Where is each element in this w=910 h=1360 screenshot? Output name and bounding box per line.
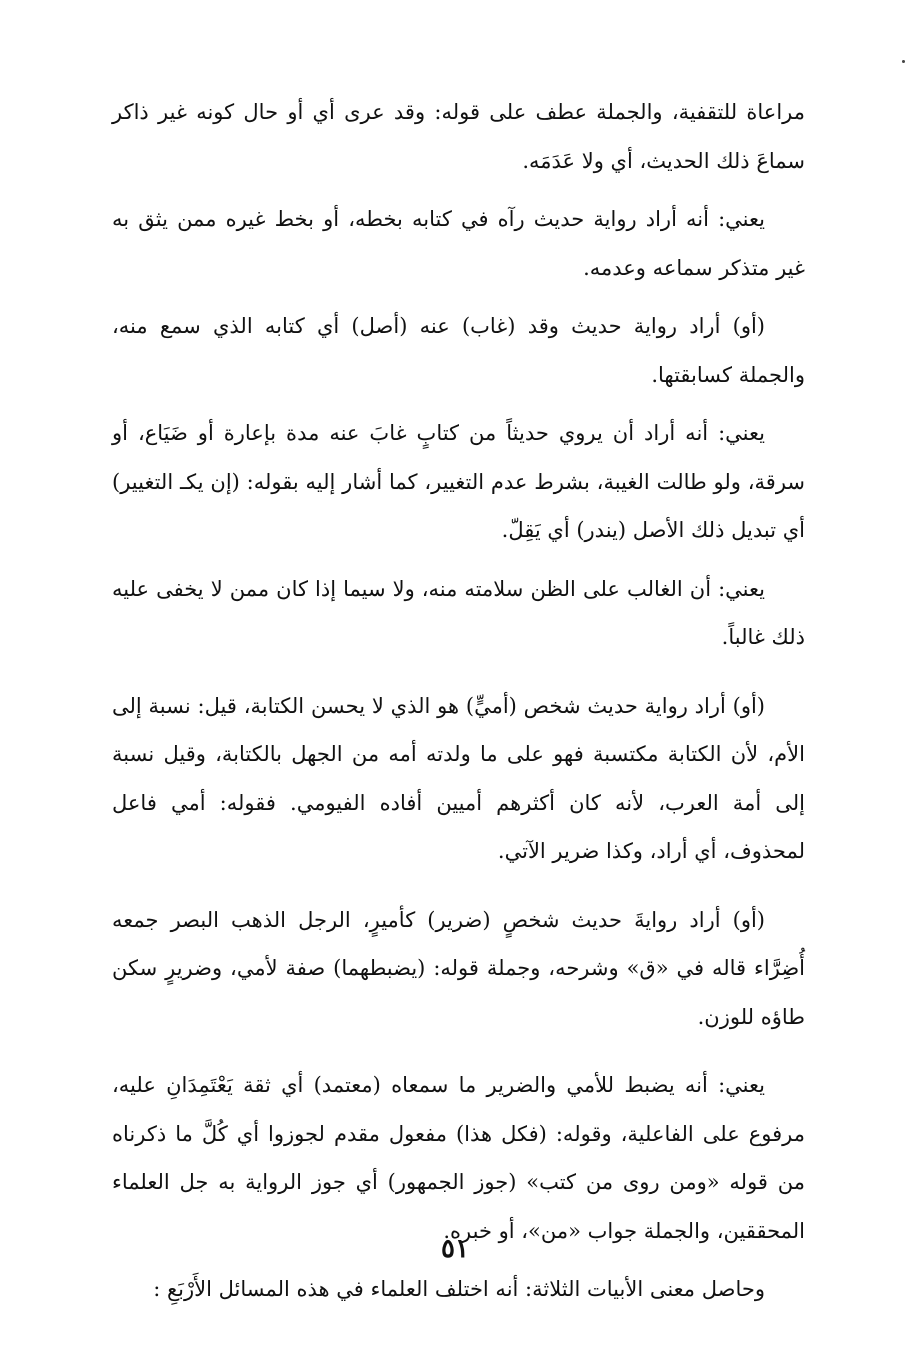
- paragraph-6: (أو) أراد رواية حديث شخص (أميٍّ) هو الذي لا يحسن الكتابة، قيل: نسبة إلى الأم، لأن الكتابة مكتسبة فهو على ما ولدته أمه من الجهل بالكتابة، وقيل نسبة إلى أمة العرب، لأنه كان أكثرهم أميين أفاده الفيومي. فقوله: أمي فاعل لمحذوف، أي أراد، وكذا ضرير الآتي.: [112, 693, 805, 863]
- paragraph-2: يعني: أنه أراد رواية حديث رآه في كتابه بخطه، أو بخط غيره ممن يثق به غير متذكر سماعه وعدمه.: [112, 207, 805, 280]
- paragraph-1: مراعاة للتقفية، والجملة عطف على قوله: وقد عرى أي أو حال كونه غير ذاكر سماعَ ذلك الحديث، أي ولا عَدَمَه.: [112, 100, 805, 173]
- paragraph-3: (أو) أراد رواية حديث وقد (غاب) عنه (أصل) أي كتابه الذي سمع منه، والجملة كسابقتها.: [112, 314, 805, 387]
- scan-speck: [902, 60, 905, 63]
- paragraph-7: (أو) أراد روايةَ حديث شخصٍ (ضرير) كأميرٍ، الرجل الذهب البصر جمعه أُضِرَّاء قاله في «ق» وشرحه، وجملة قوله: (يضبطهما) صفة لأمي، وضريرٍ سكن طاؤه للوزن.: [112, 907, 805, 1029]
- paragraph-9: وحاصل معنى الأبيات الثلاثة: أنه اختلف العلماء في هذه المسائل الأَرْبَعِ :: [153, 1277, 765, 1301]
- paragraph-4: يعني: أنه أراد أن يروي حديثاً من كتابٍ غابَ عنه مدة بإعارة أو ضَيَاع، أو سرقة، ولو طالت الغيبة، بشرط عدم التغيير، كما أشار إليه بقوله: (إن يكـ التغيير) أي تبديل ذلك الأصل (يندر) أي يَقِلّ.: [112, 421, 805, 542]
- paragraph-5: يعني: أن الغالب على الظن سلامته منه، ولا سيما إذا كان ممن لا يخفى عليه ذلك غالباً.: [112, 576, 805, 649]
- page-number: ٥١: [441, 1234, 469, 1264]
- paragraph-8: يعني: أنه يضبط للأمي والضرير ما سمعاه (معتمد) أي ثقة يَعْتَمِدَانِ عليه، مرفوع على الفاعلية، وقوله: (فكل هذا) مفعول مقدم لجوزوا أي كُلَّ ما ذكرناه من قوله «ومن روى من كتب» (جوز الجمهور) أي جوز الرواية به جل العلماء المحققين، والجملة جواب «من»، أو خبره.: [112, 1073, 805, 1243]
